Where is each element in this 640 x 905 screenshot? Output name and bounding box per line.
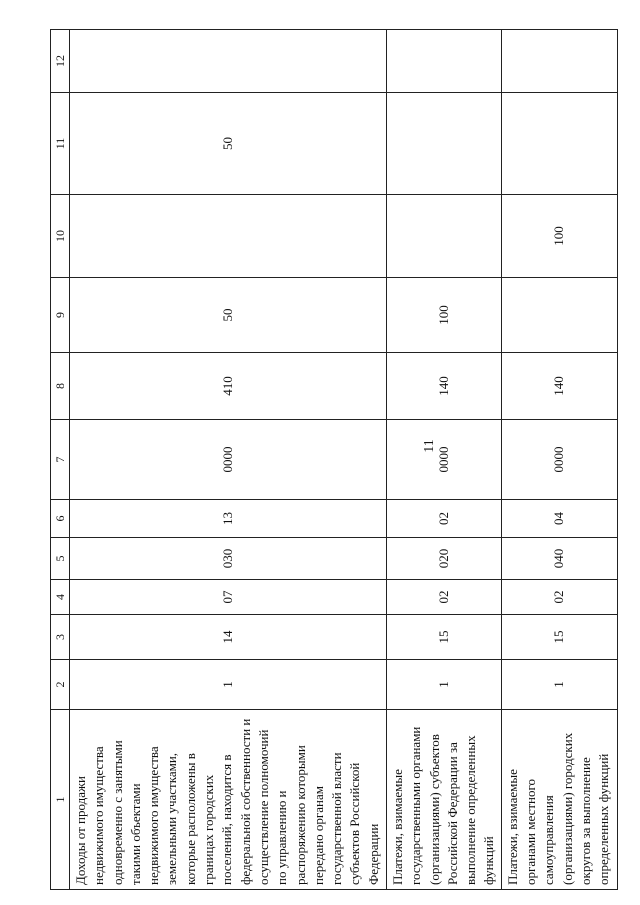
column-header: 11: [51, 93, 70, 195]
column-header: 4: [51, 580, 70, 615]
column-header: 3: [51, 615, 70, 660]
description-line: федеральной собственности и: [237, 718, 253, 885]
column-header: 9: [51, 278, 70, 353]
description-line: государственной власти: [329, 752, 345, 885]
row-description: [70, 710, 387, 890]
description-line: Доходы от продажи: [73, 776, 88, 885]
description-line: недвижимого имущества: [146, 746, 162, 885]
description-line: распоряжению которыми: [292, 745, 308, 885]
column-header: 1: [51, 710, 70, 890]
description-line: передано органам: [310, 786, 326, 885]
description-line: определенных функций: [596, 753, 612, 885]
table-cell: [70, 195, 387, 278]
table-cell: 14: [70, 615, 387, 660]
description-line: выполнение определенных: [463, 735, 479, 885]
column-header: 5: [51, 538, 70, 580]
table-cell: 50: [70, 93, 387, 195]
table-cell: [387, 93, 502, 195]
table-cell: 100: [387, 278, 502, 353]
description-line: Федерации: [365, 823, 381, 885]
table-cell: 410: [70, 353, 387, 420]
description-line: одновременно с занятыми: [109, 740, 125, 885]
table-cell: 030: [70, 538, 387, 580]
description-line: земельными участками,: [164, 752, 180, 885]
table-cell: 04: [501, 500, 617, 538]
description-line: которые расположены в: [182, 753, 198, 885]
row-description: [387, 710, 502, 890]
description-line: границах городских: [201, 774, 217, 885]
table-cell: 040: [501, 538, 617, 580]
row-description: [501, 710, 617, 890]
table-cell: 50: [70, 278, 387, 353]
table-header-row: [51, 30, 70, 890]
description-line: такими объектами: [127, 783, 143, 885]
table-row: [501, 30, 617, 890]
column-header: 12: [51, 30, 70, 93]
description-line: округов за выполнение: [577, 757, 593, 885]
table-cell: 15: [501, 615, 617, 660]
table-cell: 02: [501, 580, 617, 615]
table-cell: 0000: [501, 420, 617, 500]
description-line: функций: [481, 836, 497, 885]
description-line: осуществление полномочий: [255, 729, 271, 885]
table-cell: 020: [387, 538, 502, 580]
table-cell: [387, 30, 502, 93]
table-cell: 02: [387, 500, 502, 538]
table-cell: 1: [70, 660, 387, 710]
table-cell: 140: [501, 353, 617, 420]
description-line: государственными органами: [408, 726, 424, 885]
description-line: (организациями) субъектов: [426, 734, 442, 885]
description-line: самоуправления: [541, 795, 557, 885]
description-line: поселений, находится в: [219, 754, 235, 885]
table-cell: 1: [501, 660, 617, 710]
table-cell: 02: [387, 580, 502, 615]
description-line: Российской Федерации за: [444, 742, 460, 885]
description-line: (организациями) городских: [559, 732, 575, 885]
page-number: 11: [422, 439, 437, 453]
table-cell: 1: [387, 660, 502, 710]
budget-classification-table: [50, 29, 618, 890]
table-cell: 140: [387, 353, 502, 420]
rotated-table-container: [50, 30, 612, 890]
column-header: 7: [51, 420, 70, 500]
description-line: субъектов Российской: [347, 762, 363, 885]
column-header: 10: [51, 195, 70, 278]
description-line: по управлению и: [274, 790, 290, 885]
column-header: 6: [51, 500, 70, 538]
description-line: Платежи, взимаемые: [390, 769, 405, 885]
table-cell: [387, 195, 502, 278]
description-line: недвижимого имущества: [91, 746, 107, 885]
table-cell: [70, 30, 387, 93]
table-cell: 07: [70, 580, 387, 615]
column-header: 8: [51, 353, 70, 420]
table-cell: 15: [387, 615, 502, 660]
table-cell: [501, 93, 617, 195]
description-line: органами местного: [523, 779, 539, 885]
table-cell: 100: [501, 195, 617, 278]
table-cell: 0000: [387, 420, 502, 500]
table-row: [387, 30, 502, 890]
table-cell: 13: [70, 500, 387, 538]
description-line: Платежи, взимаемые: [504, 769, 520, 885]
table-row: [70, 30, 387, 890]
table-cell: [501, 278, 617, 353]
column-header: 2: [51, 660, 70, 710]
table-cell: 0000: [70, 420, 387, 500]
table-cell: [501, 30, 617, 93]
